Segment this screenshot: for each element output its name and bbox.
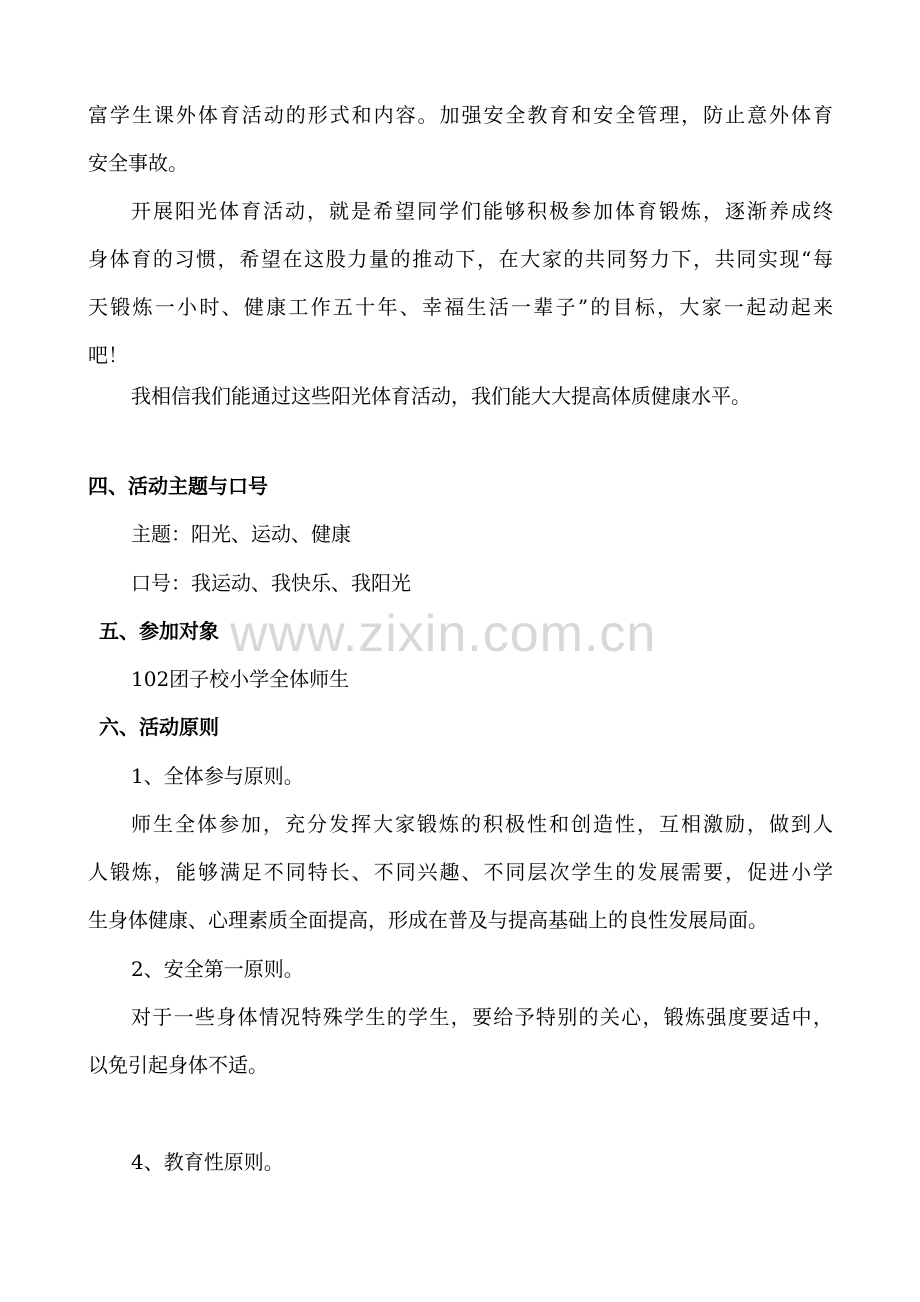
principle-title: 1、全体参与原则。 xyxy=(131,764,304,788)
paragraph-line: 人锻炼，能够满足不同特长、不同兴趣、不同层次学生的发展需要，促进小学 xyxy=(88,860,833,884)
watermark: www.zixin.com.cn xyxy=(230,605,657,663)
paragraph-line: 身体育的习惯，希望在这股力量的推动下，在大家的共同努力下，共同实现“每 xyxy=(88,247,833,271)
paragraph-line: 富学生课外体育活动的形式和内容。加强安全教育和安全管理，防止意外体育 xyxy=(88,103,833,127)
paragraph-line: 天锻炼一小时、健康工作五十年、幸福生活一辈子”的目标，大家一起动起来 xyxy=(88,295,833,319)
paragraph-line: 师生全体参加，充分发挥大家锻炼的积极性和创造性，互相激励，做到人 xyxy=(131,812,833,836)
section-heading: 四、活动主题与口号 xyxy=(88,474,268,498)
theme-line: 主题：阳光、运动、健康 xyxy=(131,522,351,546)
principle-title: 2、安全第一原则。 xyxy=(131,957,304,981)
paragraph-line: 吧！ xyxy=(88,343,128,367)
paragraph-line: 对于一些身体情况特殊学生的学生，要给予特别的关心，锻炼强度要适中， xyxy=(131,1005,833,1029)
section-heading: 六、活动原则 xyxy=(99,715,219,739)
participants-line: 102团子校小学全体师生 xyxy=(131,667,350,691)
paragraph-line: 我相信我们能通过这些阳光体育活动，我们能大大提高体质健康水平。 xyxy=(131,384,751,408)
principle-title: 4、教育性原则。 xyxy=(131,1150,284,1174)
slogan-line: 口号：我运动、我快乐、我阳光 xyxy=(131,571,411,595)
paragraph-line: 以免引起身体不适。 xyxy=(88,1053,268,1077)
section-heading: 五、参加对象 xyxy=(99,619,219,643)
paragraph-line: 安全事故。 xyxy=(88,151,188,175)
paragraph-line: 开展阳光体育活动，就是希望同学们能够积极参加体育锻炼，逐渐养成终 xyxy=(131,199,833,223)
paragraph-line: 生身体健康、心理素质全面提高，形成在普及与提高基础上的良性发展局面。 xyxy=(88,908,768,932)
